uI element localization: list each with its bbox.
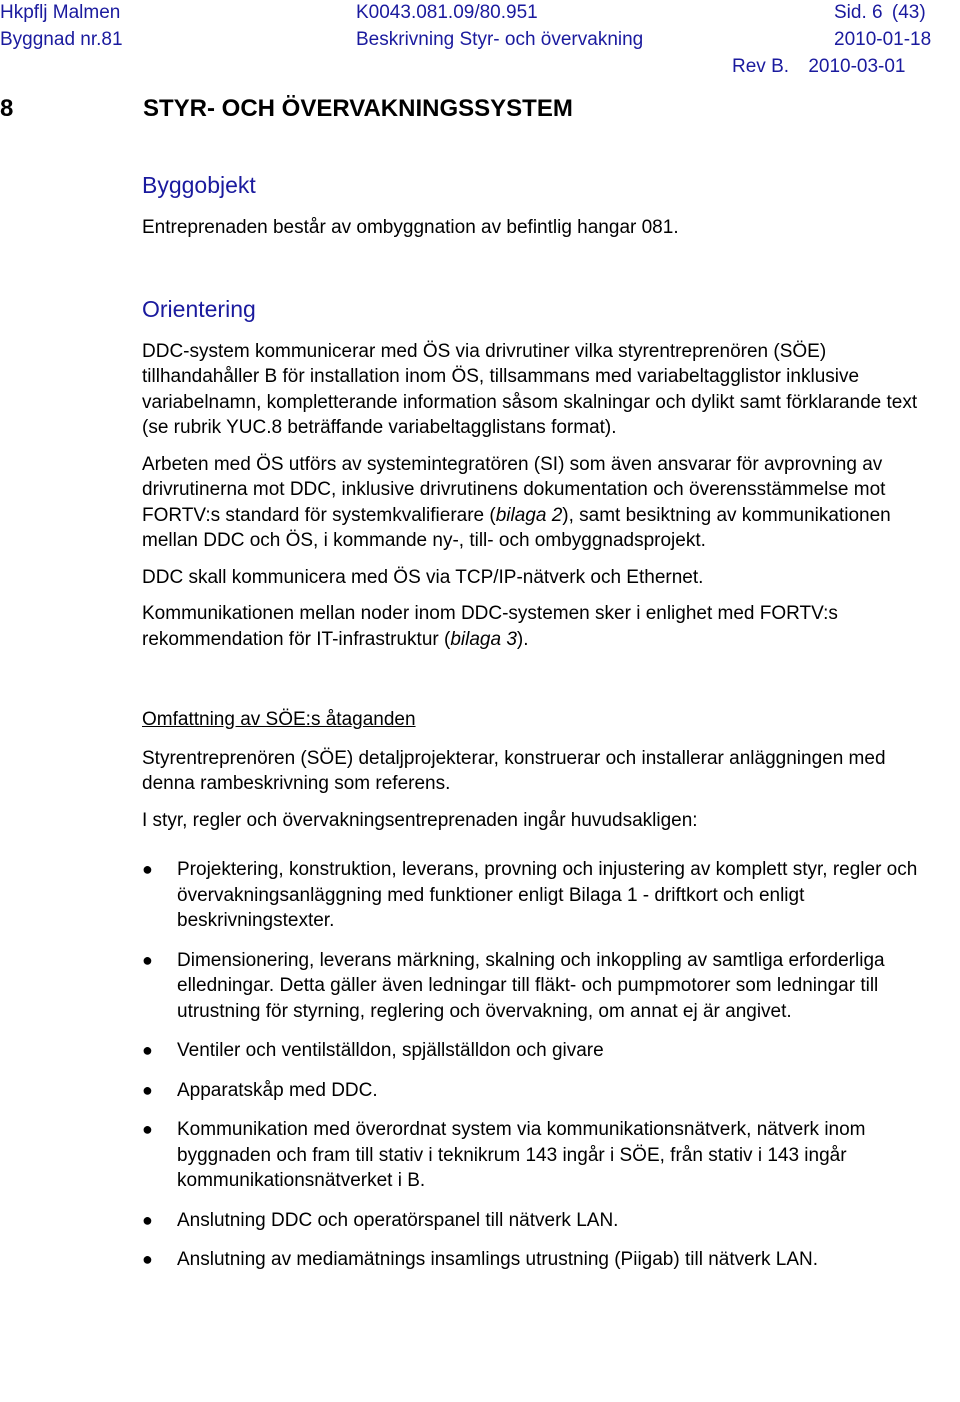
orientering-paragraph-4-text-a: Kommunikationen mellan noder inom DDC-systemen sker i enlighet med FORTV:s rekommendation för IT-infrastruktur ( [142,603,838,650]
list-item-text: Projektering, konstruktion, leverans, provning och injustering av komplett styr, regler och övervakningsanläggning med funktioner enligt Bilaga 1 - driftkort och enligt beskrivningstexter. [177,859,918,931]
header-company: Hkpflj Malmen [0,2,121,23]
list-item-text: Anslutning DDC och operatörspanel till nätverk LAN. [177,1209,619,1231]
orientering-paragraph-1: DDC-system kommunicerar med ÖS via drivrutiner vilka styrentreprenören (SÖE) tillhandahåller B för installation inom ÖS, tillsammans med variabeltagglistor inklusive variabelnamn, kompletterande information såsom skalningar och dylikt samt förklarande text (se rubrik YUC.8 beträffande variabeltagglistans format). [142,340,918,438]
orientering-paragraph-2-text-a: Arbeten med ÖS utförs av systemintegratören (SI) som även ansvarar för avprovning av drivrutinerna mot DDC, inklusive drivrutinens dokumentation och överensstämmelse mot FORTV:s standard för systemkvalifierare ( [142,453,886,526]
header-rev-date: 2010-03-01 [808,56,906,77]
orientering-paragraph-2-text-b: ), samt besiktning av kommunikationen mellan DDC och ÖS, i kommande ny-, till- och ombyggnadsprojekt. [142,504,891,551]
omfattning-paragraph-1: Styrentreprenören (SÖE) detaljprojekterar, konstruerar och installerar anläggningen med denna rambeskrivning som referens. [142,747,886,794]
scope-bullet-list [142,857,942,1273]
list-item-text: Apparatskåp med DDC. [177,1079,378,1101]
bilaga-3-reference: bilaga 3 [450,628,517,650]
orientering-heading: Orientering [142,295,256,322]
bullet-icon: ● [142,859,153,879]
bullet-icon: ● [142,1119,153,1139]
list-item [142,1247,942,1273]
header-revision [732,56,906,78]
header-doc-id: K0043.081.09/80.951 [356,2,538,23]
bullet-icon: ● [142,1040,153,1060]
section-heading [0,95,573,123]
orientering-paragraph-2 [142,452,942,554]
orientering-paragraph-4 [142,601,942,652]
orientering-paragraph-3: DDC skall kommunicera med ÖS via TCP/IP-nätverk och Ethernet. [142,566,704,588]
byggobjekt-text: Entreprenaden består av ombyggnation av befintlig hangar 081. [142,217,679,238]
list-item [142,1117,942,1194]
header-date: 2010-01-18 [834,29,932,50]
section-number: 8 [0,95,14,122]
bullet-icon: ● [142,949,153,970]
list-item-text: Dimensionering, leverans märkning, skalning och inkoppling av samtliga erforderliga elledningar. Detta gäller även ledningar till fläkt- och pumpmotorer som ledningar till utrustning för styrning, reglering och övervakning, om annat ej är angivet. [177,949,885,1022]
omfattning-heading: Omfattning av SÖE:s åtaganden [142,709,416,730]
section-title: STYR- OCH ÖVERVAKNINGSSYSTEM [143,95,573,122]
list-item [142,1078,942,1104]
header-building: Byggnad nr.81 [0,29,123,50]
omfattning-paragraph-2: I styr, regler och övervakningsentreprenaden ingår huvudsakligen: [142,809,698,831]
list-item [142,1208,942,1234]
bullet-icon: ● [142,1249,153,1269]
bullet-icon: ● [142,1209,153,1230]
bilaga-2-reference: bilaga 2 [495,504,563,526]
list-item [142,857,942,934]
list-item [142,1038,942,1064]
header-page-total: (43) [891,2,926,23]
list-item-text: Kommunikation med överordnat system via kommunikationsnätverk, nätverk inom byggnaden och fram till stativ i teknikrum 143 ingår i SÖE, från stativ i 143 ingår kommunikationsnätverket i B. [177,1119,866,1191]
orientering-paragraph-4-text-b: ). [516,628,529,650]
byggobjekt-heading: Byggobjekt [142,172,256,198]
bullet-icon: ● [142,1079,153,1100]
header-doc-title: Beskrivning Styr- och övervakning [356,29,644,50]
header-rev-label: Rev B. [732,56,790,77]
header-page-number: 6 [872,2,883,23]
header-page-info [834,2,926,24]
list-item-text: Ventiler och ventilställdon, spjällställdon och givare [177,1040,604,1061]
header-page-label: Sid. [834,2,867,23]
list-item [142,948,942,1025]
document-body [142,170,942,1287]
list-item-text: Anslutning av mediamätnings insamlings utrustning (Piigab) till nätverk LAN. [177,1249,819,1270]
